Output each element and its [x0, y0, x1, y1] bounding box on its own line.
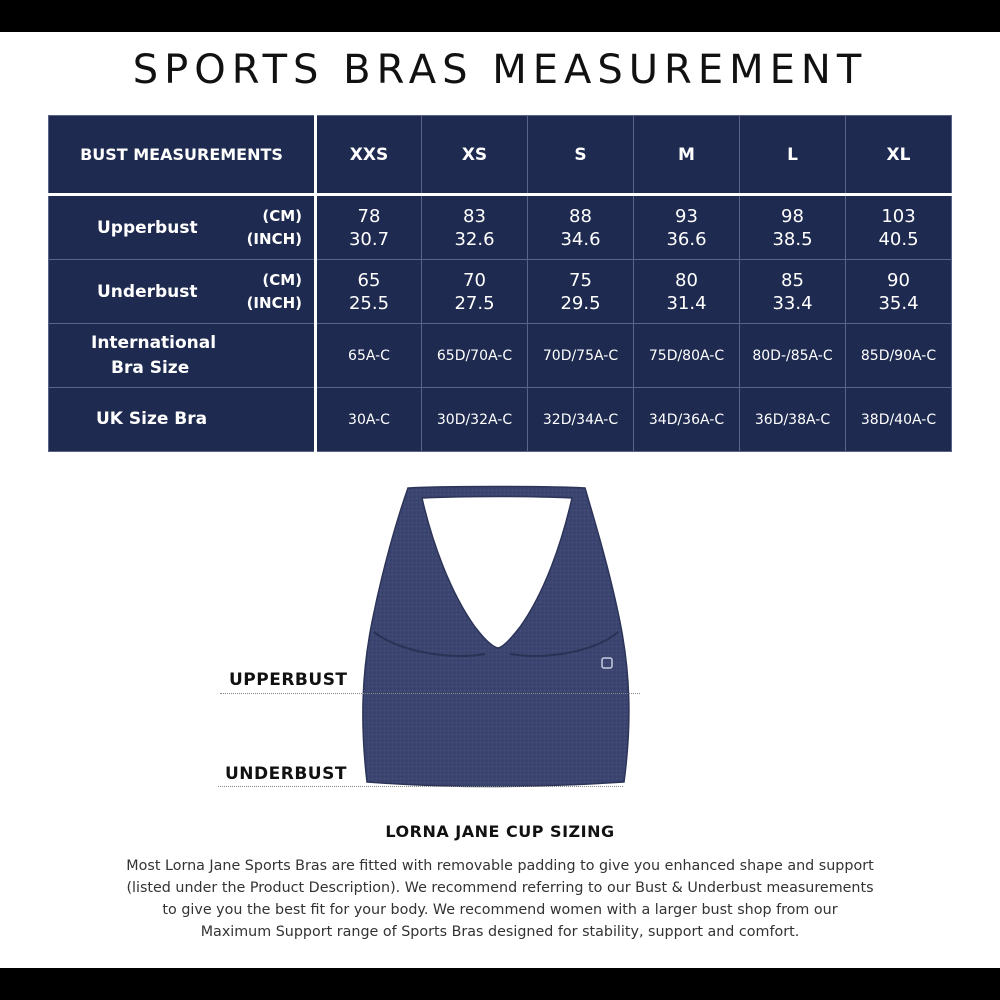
cup-sizing-line-2: (listed under the Product Description). We recommend referring to our Bust & Underbust measurements	[126, 880, 874, 896]
underbust-guide-line	[218, 786, 623, 787]
international-cell-xxs: 65A-C	[316, 324, 422, 388]
international-cell-xl: 85D/90A-C	[846, 324, 952, 388]
upperbust-cell-xxs: 78 30.7	[316, 195, 422, 260]
unit-cm: (CM)	[262, 206, 302, 225]
upperbust-guide-line	[220, 693, 640, 694]
uk-label: UK Size Bra	[96, 409, 208, 429]
underbust-cell-xs: 70 27.5	[422, 260, 528, 324]
unit-inch: (INCH)	[246, 229, 302, 248]
underbust-cell-xxs: 65 25.5	[316, 260, 422, 324]
size-header-m: M	[634, 116, 740, 195]
underbust-label: Underbust	[97, 281, 198, 302]
uk-cell-s: 32D/34A-C	[528, 388, 634, 452]
upperbust-label-cell	[49, 195, 316, 260]
cup-sizing-description	[70, 855, 930, 943]
uk-label-cell	[49, 388, 316, 452]
upperbust-cell-xl: 103 40.5	[846, 195, 952, 260]
unit-cm: (CM)	[262, 270, 302, 289]
upperbust-marker-label: UPPERBUST	[229, 670, 348, 690]
uk-cell-xs: 30D/32A-C	[422, 388, 528, 452]
international-label-cell	[49, 324, 316, 388]
international-cell-xs: 65D/70A-C	[422, 324, 528, 388]
international-row	[49, 324, 952, 388]
international-label-line1: International	[91, 332, 217, 353]
page-title: SPORTS BRAS MEASUREMENT	[132, 47, 868, 93]
cup-sizing-line-3: to give you the best fit for your body. We recommend women with a larger bust shop from our	[162, 902, 838, 918]
underbust-cell-m: 80 31.4	[634, 260, 740, 324]
cup-sizing-line-1: Most Lorna Jane Sports Bras are fitted with removable padding to give you enhanced shape and support	[126, 858, 874, 874]
bra-body	[363, 487, 629, 787]
sports-bra-illustration	[200, 482, 660, 802]
international-label-line2: Bra Size	[111, 357, 190, 378]
size-header-xl: XL	[846, 116, 952, 195]
uk-cell-m: 34D/36A-C	[634, 388, 740, 452]
upperbust-row	[49, 195, 952, 260]
underbust-row	[49, 260, 952, 324]
bust-measurements-header: BUST MEASUREMENTS	[49, 116, 316, 195]
table-header-row	[49, 116, 952, 195]
underbust-marker-label: UNDERBUST	[225, 764, 347, 784]
size-header-xs: XS	[422, 116, 528, 195]
size-header-l: L	[740, 116, 846, 195]
unit-labels	[247, 205, 302, 251]
underbust-cell-s: 75 29.5	[528, 260, 634, 324]
size-header-xxs: XXS	[316, 116, 422, 195]
upperbust-cell-s: 88 34.6	[528, 195, 634, 260]
upperbust-cell-xs: 83 32.6	[422, 195, 528, 260]
uk-row	[49, 388, 952, 452]
underbust-cell-l: 85 33.4	[740, 260, 846, 324]
page	[0, 32, 1000, 968]
international-cell-s: 70D/75A-C	[528, 324, 634, 388]
upperbust-label: Upperbust	[97, 217, 198, 238]
size-header-s: S	[528, 116, 634, 195]
underbust-cell-xl: 90 35.4	[846, 260, 952, 324]
upperbust-cell-m: 93 36.6	[634, 195, 740, 260]
upperbust-cell-l: 98 38.5	[740, 195, 846, 260]
cup-sizing-title: LORNA JANE CUP SIZING	[385, 822, 615, 841]
size-table	[48, 115, 952, 452]
uk-cell-l: 36D/38A-C	[740, 388, 846, 452]
unit-inch: (INCH)	[246, 293, 302, 312]
uk-cell-xl: 38D/40A-C	[846, 388, 952, 452]
international-cell-m: 75D/80A-C	[634, 324, 740, 388]
underbust-label-cell	[49, 260, 316, 324]
international-cell-l: 80D-/85A-C	[740, 324, 846, 388]
unit-labels	[247, 269, 302, 315]
cup-sizing-line-4: Maximum Support range of Sports Bras designed for stability, support and comfort.	[200, 924, 800, 940]
uk-cell-xxs: 30A-C	[316, 388, 422, 452]
